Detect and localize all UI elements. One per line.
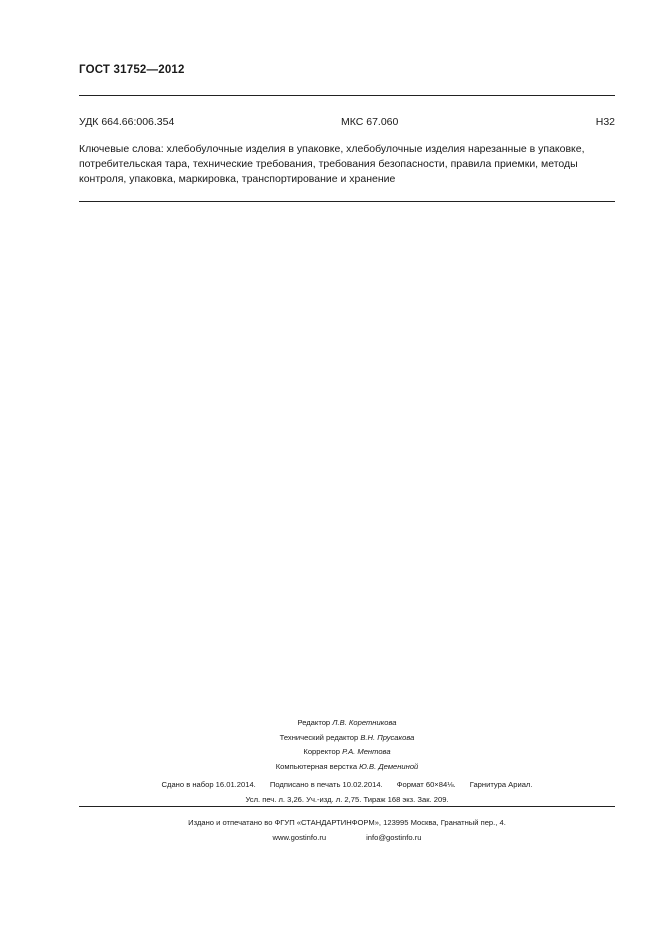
typeface: Гарнитура Ариал. <box>469 780 533 789</box>
publisher-address: Издано и отпечатано во ФГУП «СТАНДАРТИНФОРМ», 123995 Москва, Гранатный пер., 4. <box>188 818 506 827</box>
publication-line <box>79 793 615 808</box>
tech-editor-line <box>79 731 615 746</box>
credits-block <box>79 716 615 774</box>
keywords-divider <box>79 201 615 202</box>
imprint-divider <box>79 806 615 807</box>
print-sheets: Усл. печ. л. 3,26. <box>245 794 305 804</box>
editor-line <box>79 716 615 731</box>
imprint-block <box>79 816 615 845</box>
layout-label: Компьютерная верстка <box>275 761 358 771</box>
document-code: ГОСТ 31752—2012 <box>79 64 185 76</box>
publication-line <box>79 778 615 793</box>
website-link[interactable]: www.gostinfo.ru <box>272 832 327 842</box>
udk-code: УДК 664.66:006.354 <box>79 116 175 128</box>
mks-code: МКС 67.060 <box>341 116 399 128</box>
editor-name: Л.В. Коретникова <box>332 718 397 727</box>
signed-date: Подписано в печать 10.02.2014. <box>269 780 383 789</box>
circulation: Тираж 168 экз. <box>363 794 416 804</box>
layout-name: Ю.В. Демениной <box>359 761 419 771</box>
keywords-block <box>79 142 619 187</box>
layout-line <box>79 760 615 775</box>
corrector-name: Р.А. Ментова <box>342 747 391 756</box>
keywords-line: потребительская тара, технические требования, требования безопасности, правила приемки, методы <box>79 158 578 170</box>
category-code: Н32 <box>595 116 615 128</box>
paper-format: Формат 60×84⅛. <box>396 780 456 789</box>
editor-label: Редактор <box>297 718 331 727</box>
publication-info <box>79 778 615 807</box>
publisher-sheets: Уч.-изд. л. 2,75. <box>306 794 362 804</box>
keywords-line: Ключевые слова: хлебобулочные изделия в упаковке, хлебобулочные изделия нарезанные в упаковке, <box>79 143 585 155</box>
keywords-line: контроля, упаковка, маркировка, транспортирование и хранение <box>79 173 396 185</box>
email-link[interactable]: info@gostinfo.ru <box>366 832 422 842</box>
corrector-label: Корректор <box>303 747 340 756</box>
tech-editor-label: Технический редактор <box>279 732 359 742</box>
tech-editor-name: В.Н. Прусакова <box>360 732 415 742</box>
submitted-date: Сдано в набор 16.01.2014. <box>161 780 256 789</box>
classification-row <box>79 116 615 130</box>
order-number: Зак. 209. <box>417 794 449 804</box>
contacts-line <box>79 831 615 846</box>
top-divider <box>79 95 615 96</box>
corrector-line <box>79 745 615 760</box>
